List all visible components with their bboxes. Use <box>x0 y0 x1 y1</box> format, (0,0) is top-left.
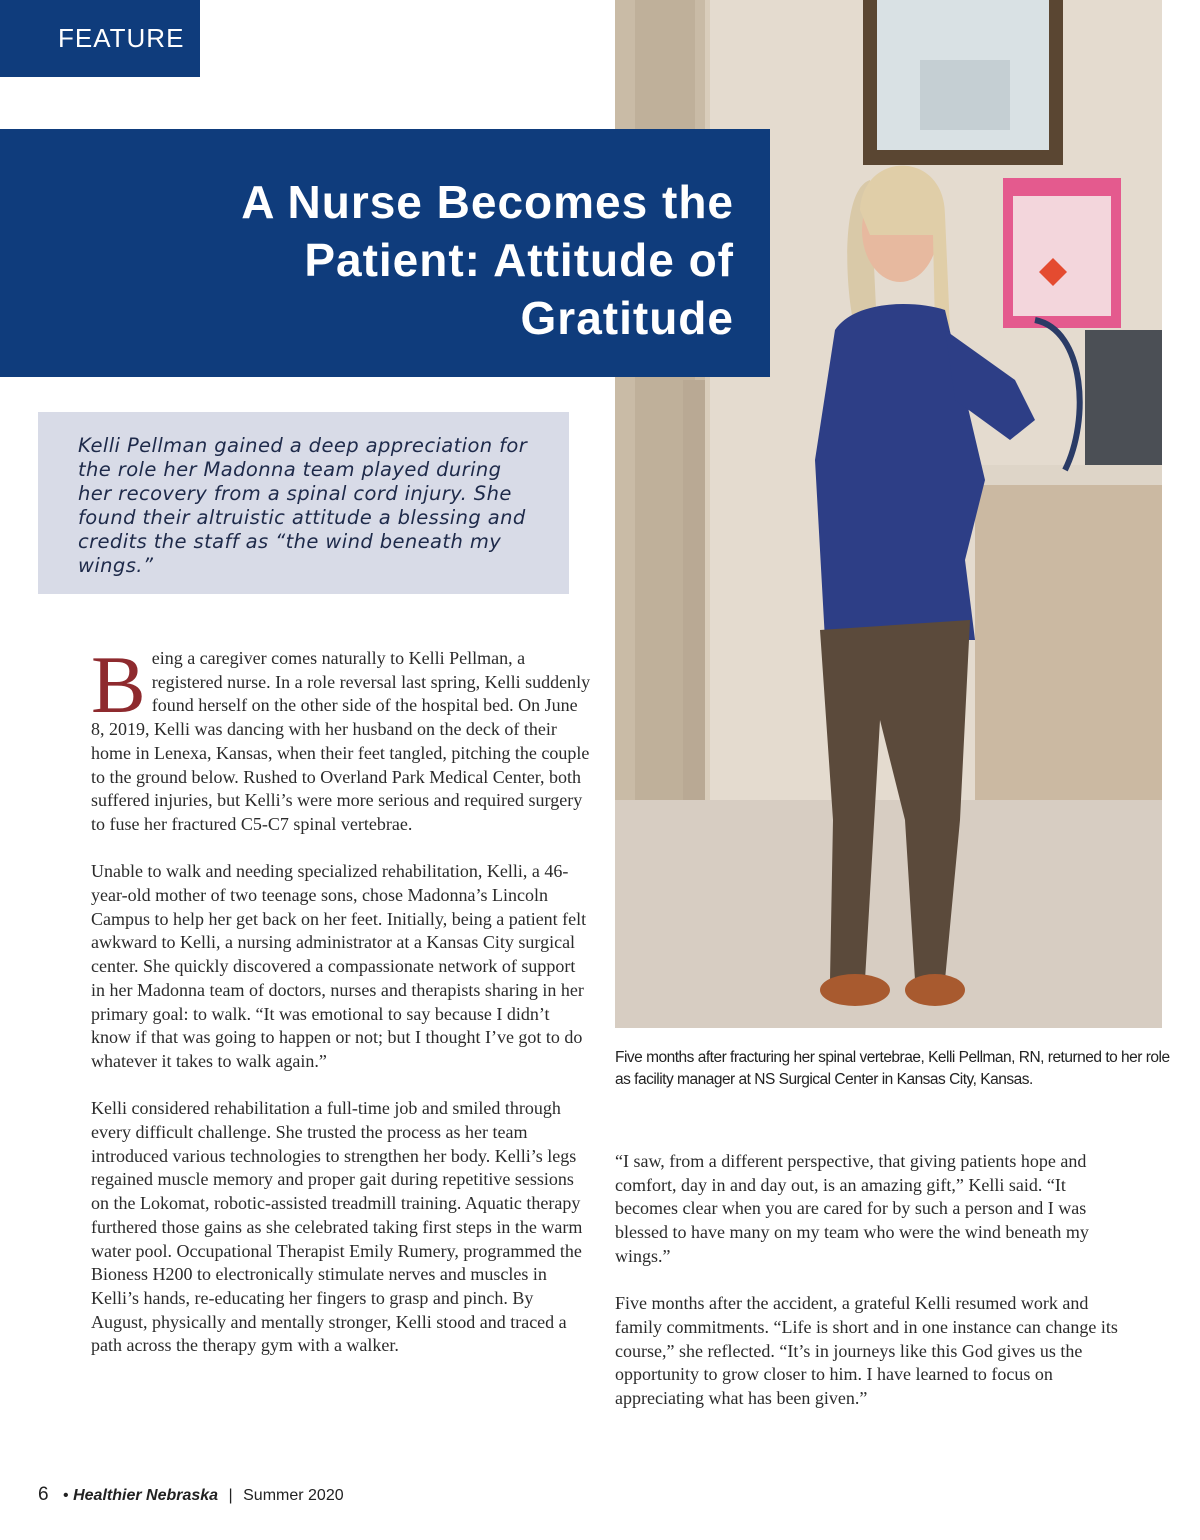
page-title: A Nurse Becomes the Patient: Attitude of Gratitude <box>241 176 734 344</box>
publication-name: Healthier Nebraska <box>73 1487 219 1504</box>
body-paragraph: Five months after the accident, a grateful Kelli resumed work and family commitments. “Life is short and in one instance can change its course,” she reflected. “It’s in journeys like this God gives us the opportunity to grow closer to him. I have learned to focus on appreciating what has been given.” <box>615 1293 1118 1409</box>
paragraph-text: eing a caregiver comes naturally to Kelli Pellman, a registered nurse. In a role reversal last spring, Kelli suddenly found herself on the other side of the hospital bed. On June 8, 2019, Kelli was dancing with her husband on the deck of their home in Lenexa, Kansas, when their feet tangled, pitching the couple to the ground below. Rushed to Overland Park Medical Center, both suffered injuries, but Kelli’s were more serious and required surgery to fuse her fractured C5-C7 spinal vertebrae. <box>91 648 591 834</box>
body-paragraph: Unable to walk and needing specialized rehabilitation, Kelli, a 46-year-old mother of two teenage sons, chose Madonna’s Lincoln Campus to help her get back on her feet. Initially, being a patient felt awkward to Kelli, a nursing administrator at a Kansas City surgical center. She quickly discovered a compassionate network of support in her Madonna team of doctors, nurses and therapists sharing in her primary goal: to walk. “It was emotional to say because I didn’t know if that was going to happen or not; but I thought I’ve got to do whatever it takes to walk again.” <box>91 861 587 1071</box>
body-paragraph: Kelli considered rehabilitation a full-time job and smiled through every difficult challenge. She trusted the process as her team introduced various technologies to strengthen her body. Kelli’s legs regained muscle memory and proper gait during repetitive sessions on the Lokomat, robotic-assisted treadmill training. Aquatic therapy furthered those gains as she celebrated taking first steps in the warm water pool. Occupational Therapist Emily Rumery, programmed the Bioness H200 to electronically stimulate nerves and muscles in Kelli’s hands, re-educating her fingers to grasp and pinch. By August, physically and mentally stronger, Kelli stood and traced a path across the therapy gym with a walker. <box>91 1098 583 1356</box>
body-paragraph <box>91 639 591 837</box>
drop-cap: B <box>91 639 146 730</box>
deck-box <box>38 412 569 594</box>
footer-separator: | <box>228 1487 233 1504</box>
body-column-right <box>615 1150 1125 1434</box>
body-paragraph: “I saw, from a different perspective, that giving patients hope and comfort, day in and day out, is an amazing gift,” Kelli said. “It becomes clear when you are cared for by such a person and I was blessed to have many on my team who were the wind beneath my wings.” <box>615 1151 1089 1266</box>
issue-date: Summer 2020 <box>243 1487 344 1504</box>
footer-bullet: • <box>63 1487 69 1504</box>
headline-band <box>0 129 770 377</box>
page-footer <box>38 1484 344 1506</box>
body-column-left <box>91 639 591 1382</box>
section-tag: FEATURE <box>0 0 200 77</box>
photo-caption: Five months after fracturing her spinal vertebrae, Kelli Pellman, RN, returned to her role as facility manager at NS Surgical Center in Kansas City, Kansas. <box>615 1049 1170 1088</box>
page-number: 6 <box>38 1484 49 1505</box>
deck-text: Kelli Pellman gained a deep appreciation for the role her Madonna team played during her recovery from a spinal cord injury. She found their altruistic attitude a blessing and credits the staff as “the wind beneath my wings.” <box>78 434 528 577</box>
